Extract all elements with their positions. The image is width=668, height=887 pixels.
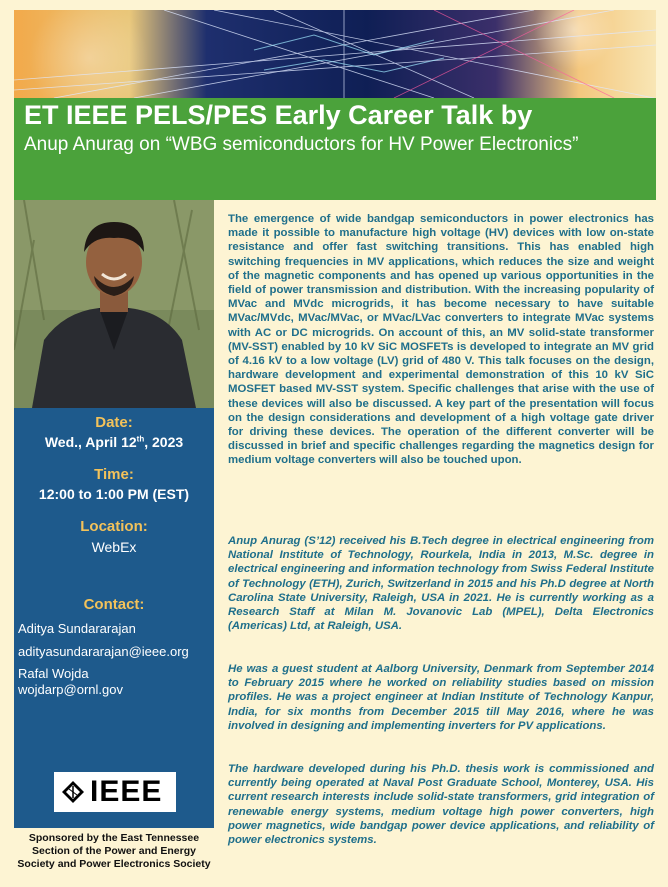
power-lines-graphic — [14, 10, 656, 98]
header-banner-image — [14, 10, 656, 98]
bio-paragraph-2: He was a guest student at Aalborg University, Denmark from September 2014 to February 2015 where he worked on reliability studies based on mission profiles. He was a project engineer at Indian Institute of Technology Kanpur, India, for six months from December 2015 till May 2016, where he was involved in designing and implementing inverters for PV applications. — [228, 663, 654, 732]
date-label: Date: — [95, 414, 133, 431]
location-label: Location: — [80, 518, 148, 535]
time-value: 12:00 to 1:00 PM (EST) — [38, 486, 190, 502]
ieee-diamond-icon — [62, 781, 84, 803]
contact-email-2[interactable]: wojdarp@ornl.gov — [18, 682, 123, 697]
bio-paragraph-3: The hardware developed during his Ph.D. thesis work is commissioned and currently being operated at Naval Post Graduate School, Monterey, USA. His current research interests include solid-state transformers, grid integration of renewable energy systems, medium voltage high power converters, high power magnetics, wide bandgap power device applications, and reliability of power electronics systems. — [228, 763, 654, 847]
contact-name-2: Rafal Wojda — [18, 666, 89, 681]
ieee-logo — [54, 772, 176, 812]
title-bar — [14, 98, 656, 200]
date-value: Wed., April 12th, 2023 — [44, 434, 184, 450]
speaker-photo — [14, 200, 214, 408]
contact-email-1[interactable]: adityasundararajan@ieee.org — [18, 644, 189, 659]
bio-paragraph-1: Anup Anurag (S’12) received his B.Tech degree in electrical engineering from National Institute of Technology, Rourkela, India in 2013, M.Sc. degree in electrical engineering and information technology from Swiss Federal Institute of Technology (ETH), Zurich, Switzerland in 2015 and his Ph.D degree at North Carolina State University, Raleigh, USA in 2021. He is currently working as a Research Staff at Milan M. Jovanovic Lab (MPEL), Delta Electronics (Americas) Ltd, at Raleigh, USA. — [228, 535, 654, 633]
contact-name-1: Aditya Sundararajan — [18, 621, 136, 636]
talk-title: ET IEEE PELS/PES Early Career Talk by — [24, 100, 533, 130]
abstract-paragraph: The emergence of wide bandgap semiconductors in power electronics has made it possible to manufacture high voltage (HV) devices with low on-state resistance and offer fast switching transitions. This has enabled high switching frequencies in MV applications, which reduces the size and weight of the magnetic components and has opened up various opportunities in the field of power transmission and distribution. With the increasing popularity of MVac and MVdc microgrids, it has become necessary to have suitable MVac/MVdc, MVac/MVac, or MVac/LVac converters to integrate MVac systems with AC or DC microgrids. On account of this, an MV solid-state transformer (MV-SST) enabled by 10 kV SiC MOSFETs is developed to integrate an MV grid of 4.16 kV to a low voltage (LV) grid of 480 V. This talk focuses on the design, hardware development and experimental demonstration of this 10 kV SiC MOSFET based MV-SST system. Specific challenges that arise with the use of these devices will also be discussed. A key part of the presentation will focus on the design considerations and development of a high voltage gate driver for driving these devices. The operation of the different converter will be discussed in brief and specific challenges regarding the magnetics design for medium voltage converters will also be touched upon. — [228, 213, 654, 467]
time-label: Time: — [94, 466, 134, 483]
location-value: WebEx — [91, 539, 137, 555]
event-details-panel — [14, 408, 214, 828]
ieee-logo-text: IEEE — [90, 775, 163, 808]
sponsor-text: Sponsored by the East Tennessee Section of the Power and Energy Society and Power Electronics Society — [17, 832, 211, 870]
contact-label: Contact: — [83, 596, 145, 613]
talk-subtitle: Anup Anurag on “WBG semiconductors for HV Power Electronics” — [24, 134, 579, 155]
